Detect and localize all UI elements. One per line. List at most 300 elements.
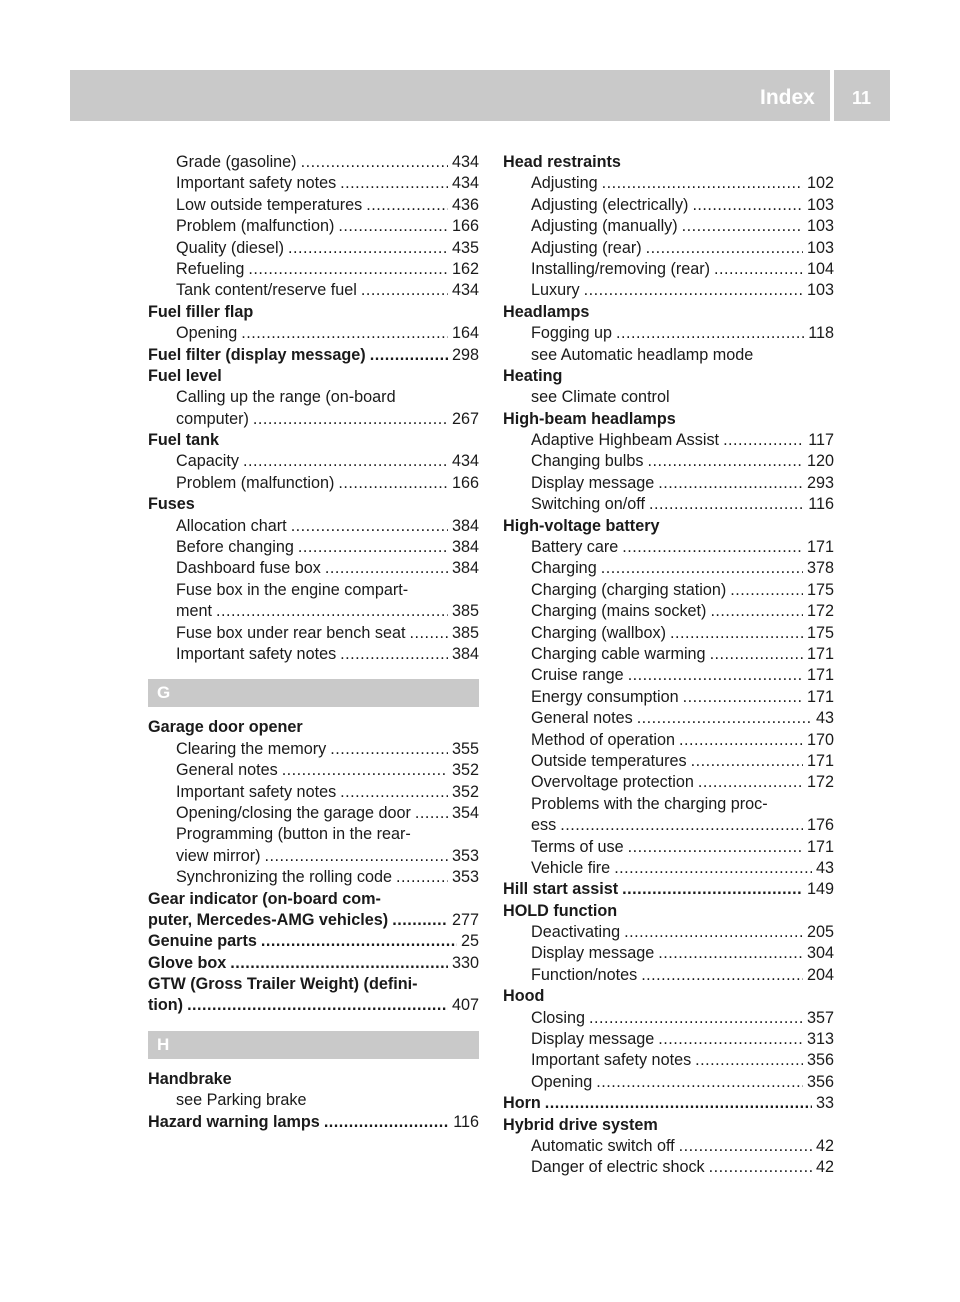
dot-leader (601, 558, 803, 579)
index-entry (148, 889, 479, 910)
entry-label: Gear indicator (on-board com- (148, 889, 381, 908)
dot-leader (340, 173, 448, 194)
entry-label: Garage door opener (148, 718, 303, 737)
entry-label: Low outside temperatures (176, 195, 363, 214)
index-subentry (503, 794, 834, 815)
entry-label: Vehicle fire (531, 858, 611, 877)
entry-label: Important safety notes (176, 174, 337, 193)
entry-label: Terms of use (531, 837, 624, 856)
index-subentry[interactable] (503, 665, 834, 686)
dot-leader (670, 623, 803, 644)
page-reference[interactable]: 356 (806, 1072, 834, 1091)
page-reference[interactable]: 352 (451, 761, 479, 780)
dot-leader (392, 910, 448, 931)
index-entry (148, 1069, 479, 1090)
page-reference[interactable]: 434 (451, 174, 479, 193)
entry-label: Fuse box in the engine compart- (176, 580, 409, 599)
page-reference[interactable]: 355 (451, 739, 479, 758)
entry-label: Important safety notes (531, 1051, 692, 1070)
index-subentry (148, 580, 479, 601)
dot-leader (679, 730, 803, 751)
index-subentry[interactable] (148, 739, 479, 760)
entry-label: Adaptive Highbeam Assist (531, 431, 720, 450)
entry-label: General notes (176, 761, 278, 780)
entry-label: Battery care (531, 538, 619, 557)
entry-label: Hood (503, 987, 545, 1006)
entry-label: Luxury (531, 281, 580, 300)
section-title: Index (760, 86, 815, 109)
entry-label: Charging (531, 559, 597, 578)
page-reference[interactable]: 116 (453, 1112, 479, 1131)
entry-label: Opening (531, 1072, 593, 1091)
entry-label: Programming (button in the rear- (176, 825, 411, 844)
dot-leader (187, 995, 448, 1016)
section-letter-g: G (148, 679, 479, 707)
dot-leader (649, 494, 804, 515)
index-subentry[interactable] (148, 803, 479, 824)
page-reference[interactable]: 385 (451, 623, 479, 642)
dot-leader (241, 323, 448, 344)
dot-leader (584, 280, 803, 301)
dot-leader (596, 1072, 803, 1093)
index-entry (148, 366, 479, 387)
index-entry (148, 430, 479, 451)
index-subentry[interactable] (148, 259, 479, 280)
page-number: 11 (852, 88, 872, 108)
index-entry (503, 152, 834, 173)
index-subentry[interactable] (503, 772, 834, 793)
dot-leader (409, 623, 448, 644)
entry-label: Charging (charging station) (531, 580, 727, 599)
index-subentry[interactable] (148, 195, 479, 216)
index-subentry[interactable] (148, 323, 479, 344)
page-reference[interactable]: 171 (806, 644, 834, 663)
header-divider (830, 70, 834, 121)
dot-leader (646, 238, 803, 259)
index-subentry[interactable] (503, 858, 834, 879)
page-reference[interactable]: 104 (806, 259, 834, 278)
page-reference[interactable]: 171 (806, 837, 834, 856)
entry-label: Fuse box under rear bench seat (176, 623, 406, 642)
entry-label: Handbrake (148, 1069, 232, 1088)
page-reference[interactable]: 116 (808, 495, 834, 514)
dot-leader (338, 473, 448, 494)
page-reference[interactable]: 434 (451, 281, 479, 300)
index-subentry[interactable] (503, 1029, 834, 1050)
page-reference[interactable]: 356 (806, 1051, 834, 1070)
index-entry[interactable] (148, 931, 479, 952)
entry-label: Cruise range (531, 666, 624, 685)
index-subentry[interactable] (148, 558, 479, 579)
index-subentry[interactable] (148, 623, 479, 644)
dot-leader (679, 1136, 812, 1157)
page-reference[interactable]: 171 (806, 538, 834, 557)
page-reference[interactable]: 354 (451, 803, 479, 822)
entry-label: Clearing the memory (176, 739, 327, 758)
dot-leader (622, 879, 803, 900)
page-reference[interactable]: 384 (451, 559, 479, 578)
index-subentry (148, 1090, 479, 1111)
dot-leader (298, 537, 448, 558)
page-reference[interactable]: 33 (815, 1094, 834, 1113)
entry-label: Fuel level (148, 366, 222, 385)
index-entry[interactable] (503, 879, 834, 900)
index-subentry[interactable] (148, 173, 479, 194)
page-reference[interactable]: 352 (451, 782, 479, 801)
index-entry[interactable] (148, 953, 479, 974)
index-subentry[interactable] (148, 516, 479, 537)
index-subentry[interactable] (503, 323, 834, 344)
page-reference[interactable]: 434 (451, 452, 479, 471)
dot-leader (261, 931, 457, 952)
index-entry (148, 302, 479, 323)
entry-label: Allocation chart (176, 516, 287, 535)
dot-leader (658, 1029, 803, 1050)
page-reference[interactable]: 43 (815, 709, 834, 728)
entry-label: tion) (148, 996, 184, 1015)
page-reference[interactable]: 434 (451, 153, 479, 171)
page-reference[interactable]: 205 (806, 923, 834, 942)
entry-label: Fuses (148, 495, 195, 514)
entry-label: GTW (Gross Trailer Weight) (defini- (148, 975, 418, 994)
entry-label: Fogging up (531, 324, 613, 343)
index-subentry[interactable] (503, 1008, 834, 1029)
dot-leader (637, 708, 812, 729)
page-reference[interactable]: 298 (451, 345, 479, 364)
page-reference[interactable]: 172 (806, 602, 834, 621)
page-reference[interactable]: 204 (806, 965, 834, 984)
page-reference[interactable]: 162 (451, 259, 479, 278)
dot-leader (616, 323, 804, 344)
entry-label: Fuel filter (display message) (148, 345, 366, 364)
entry-label: Display message (531, 1030, 655, 1049)
index-subentry[interactable] (148, 644, 479, 665)
page-reference[interactable]: 277 (451, 910, 479, 929)
entry-label: Hill start assist (503, 880, 619, 899)
entry-label: Quality (diesel) (176, 238, 284, 257)
index-subentry[interactable] (148, 782, 479, 803)
dot-leader (248, 259, 448, 280)
entry-label: Headlamps (503, 302, 590, 321)
entry-label: Charging (wallbox) (531, 623, 666, 642)
entry-label: Synchronizing the rolling code (176, 868, 392, 887)
index-subentry[interactable] (503, 623, 834, 644)
index-entry (503, 1115, 834, 1136)
dot-leader (340, 644, 448, 665)
index-entry (503, 302, 834, 323)
entry-label: Important safety notes (176, 644, 337, 663)
dot-leader (723, 430, 804, 451)
dot-leader (695, 1050, 803, 1071)
dot-leader (628, 837, 803, 858)
dot-leader (230, 953, 448, 974)
index-entry (148, 494, 479, 515)
page-reference[interactable]: 384 (451, 516, 479, 535)
page-reference[interactable]: 267 (451, 409, 479, 428)
page-reference[interactable]: 42 (815, 1158, 834, 1177)
entry-label: Adjusting (531, 174, 598, 193)
entry-label: High-beam headlamps (503, 409, 676, 428)
entry-label: Tank content/reserve fuel (176, 281, 357, 300)
dot-leader (683, 687, 803, 708)
page-reference[interactable]: 304 (806, 944, 834, 963)
entry-label: Display message (531, 473, 655, 492)
index-subentry[interactable] (503, 430, 834, 451)
index-subentry[interactable] (503, 173, 834, 194)
entry-label: General notes (531, 709, 633, 728)
index-subentry[interactable] (148, 601, 479, 622)
entry-label: computer) (176, 409, 249, 428)
entry-label: Switching on/off (531, 495, 645, 514)
index-subentry[interactable] (503, 965, 834, 986)
dot-leader (692, 195, 803, 216)
page-reference[interactable]: 164 (451, 324, 479, 343)
dot-leader (243, 451, 448, 472)
dot-leader (602, 173, 803, 194)
dot-leader (589, 1008, 803, 1029)
index-entry (148, 717, 479, 738)
dot-leader (340, 782, 448, 803)
index-subentry[interactable] (503, 601, 834, 622)
page-reference[interactable]: 166 (451, 217, 479, 236)
entry-label: Problem (malfunction) (176, 217, 335, 236)
dot-leader (325, 558, 448, 579)
index-entry[interactable] (148, 910, 479, 931)
index-subentry[interactable] (148, 216, 479, 237)
dot-leader (396, 867, 448, 888)
index-subentry[interactable] (148, 451, 479, 472)
index-subentry[interactable] (503, 259, 834, 280)
page-reference[interactable]: 25 (460, 932, 479, 951)
index-subentry[interactable] (148, 846, 479, 867)
section-letter-h: H (148, 1031, 479, 1059)
page-reference[interactable]: 149 (806, 880, 834, 899)
entry-label: Charging (mains socket) (531, 602, 707, 621)
entry-label: Head restraints (503, 153, 621, 171)
index-entry (503, 516, 834, 537)
entry-label: ment (176, 602, 212, 621)
index-subentry[interactable] (503, 751, 834, 772)
index-subentry[interactable] (148, 238, 479, 259)
page-reference[interactable]: 120 (806, 452, 834, 471)
page-reference[interactable]: 43 (815, 858, 834, 877)
index-subentry[interactable] (503, 537, 834, 558)
entry-label: High-voltage battery (503, 516, 660, 535)
index-subentry[interactable] (503, 1157, 834, 1178)
page-reference[interactable]: 435 (451, 238, 479, 257)
index-subentry[interactable] (503, 451, 834, 472)
index-subentry[interactable] (503, 494, 834, 515)
dot-leader (658, 473, 803, 494)
index-subentry[interactable] (503, 1072, 834, 1093)
index-column-left (148, 152, 479, 1133)
entry-label: see Automatic headlamp mode (531, 345, 754, 364)
index-subentry (503, 345, 834, 366)
page-reference[interactable]: 102 (806, 174, 834, 193)
dot-leader (682, 216, 803, 237)
index-entry[interactable] (148, 1112, 479, 1133)
index-subentry[interactable] (503, 1050, 834, 1071)
index-subentry[interactable] (503, 644, 834, 665)
index-subentry[interactable] (148, 409, 479, 430)
page-reference[interactable]: 313 (806, 1030, 834, 1049)
page-reference[interactable]: 175 (806, 623, 834, 642)
index-subentry[interactable] (148, 280, 479, 301)
index-subentry[interactable] (148, 473, 479, 494)
index-subentry[interactable] (148, 537, 479, 558)
entry-label: Fuel filler flap (148, 302, 254, 321)
dot-leader (291, 516, 448, 537)
entry-label: Danger of electric shock (531, 1158, 705, 1177)
index-entry[interactable] (503, 1093, 834, 1114)
page-reference[interactable]: 172 (806, 773, 834, 792)
dot-leader (648, 451, 803, 472)
dot-leader (366, 195, 448, 216)
index-subentry (148, 824, 479, 845)
index-subentry[interactable] (503, 708, 834, 729)
page-reference[interactable]: 171 (806, 751, 834, 770)
page-reference[interactable]: 103 (806, 217, 834, 236)
entry-label: Calling up the range (on-board (176, 388, 396, 407)
entry-label: Capacity (176, 452, 239, 471)
dot-leader (710, 601, 803, 622)
entry-label: Installing/removing (rear) (531, 259, 711, 278)
dot-leader (710, 644, 803, 665)
index-column-right (503, 152, 834, 1179)
dot-leader (265, 846, 448, 867)
index-subentry (148, 387, 479, 408)
page-reference[interactable]: 407 (451, 996, 479, 1015)
index-subentry[interactable] (148, 760, 479, 781)
page-reference[interactable]: 378 (806, 559, 834, 578)
page-reference[interactable]: 384 (451, 644, 479, 663)
dot-leader (324, 1112, 449, 1133)
dot-leader (624, 922, 803, 943)
dot-leader (361, 280, 448, 301)
entry-label: Glove box (148, 953, 227, 972)
dot-leader (658, 943, 803, 964)
entry-label: see Climate control (531, 388, 670, 407)
index-entry (503, 366, 834, 387)
page-reference[interactable]: 176 (806, 816, 834, 835)
dot-leader (370, 345, 448, 366)
page-reference[interactable]: 117 (808, 431, 834, 450)
entry-label: Grade (gasoline) (176, 153, 297, 171)
entry-label: Heating (503, 366, 563, 385)
entry-label: Adjusting (electrically) (531, 195, 689, 214)
entry-label: Method of operation (531, 730, 675, 749)
index-subentry[interactable] (503, 216, 834, 237)
index-entry[interactable] (148, 345, 479, 366)
entry-label: Problems with the charging proc- (531, 794, 768, 813)
page-reference[interactable]: 293 (806, 473, 834, 492)
page-reference[interactable]: 171 (806, 666, 834, 685)
index-subentry[interactable] (503, 837, 834, 858)
index-entry (503, 986, 834, 1007)
page-reference[interactable]: 42 (815, 1136, 834, 1155)
index-subentry[interactable] (503, 580, 834, 601)
page-reference[interactable]: 357 (806, 1008, 834, 1027)
entry-label: Problem (malfunction) (176, 473, 335, 492)
index-entry (148, 974, 479, 995)
dot-leader (714, 259, 803, 280)
page-reference[interactable]: 353 (451, 868, 479, 887)
index-subentry[interactable] (503, 922, 834, 943)
page-reference[interactable]: 166 (451, 473, 479, 492)
entry-label: Deactivating (531, 923, 621, 942)
index-subentry[interactable] (503, 473, 834, 494)
entry-label: Overvoltage protection (531, 773, 694, 792)
page-reference[interactable]: 330 (451, 953, 479, 972)
index-subentry[interactable] (148, 152, 479, 173)
entry-label: Display message (531, 944, 655, 963)
dot-leader (216, 601, 448, 622)
entry-label: Horn (503, 1094, 541, 1113)
dot-leader (415, 803, 448, 824)
index-entry (503, 901, 834, 922)
page-reference[interactable]: 436 (451, 195, 479, 214)
entry-label: ess (531, 816, 557, 835)
dot-leader (622, 537, 803, 558)
entry-label: Opening (176, 324, 238, 343)
page-reference[interactable]: 170 (806, 730, 834, 749)
dot-leader (709, 1157, 812, 1178)
entry-label: Genuine parts (148, 932, 257, 951)
index-subentry[interactable] (503, 1136, 834, 1157)
dot-leader (628, 665, 803, 686)
page-reference[interactable]: 171 (806, 687, 834, 706)
page-reference[interactable]: 103 (806, 281, 834, 300)
dot-leader (698, 772, 803, 793)
entry-label: puter, Mercedes-AMG vehicles) (148, 910, 389, 929)
entry-label: Energy consumption (531, 687, 679, 706)
index-subentry (503, 387, 834, 408)
page-reference[interactable]: 384 (451, 538, 479, 557)
dot-leader (288, 238, 448, 259)
index-subentry[interactable] (503, 280, 834, 301)
index-entry[interactable] (148, 995, 479, 1016)
entry-label: Refueling (176, 259, 245, 278)
page-reference[interactable]: 103 (806, 238, 834, 257)
dot-leader (560, 815, 803, 836)
index-entry (503, 409, 834, 430)
entry-label: Function/notes (531, 965, 638, 984)
entry-label: Opening/closing the garage door (176, 803, 411, 822)
entry-label: HOLD function (503, 901, 618, 920)
entry-label: Dashboard fuse box (176, 559, 321, 578)
page-reference[interactable]: 118 (808, 324, 834, 343)
page-reference[interactable]: 103 (806, 195, 834, 214)
index-subentry[interactable] (503, 558, 834, 579)
index-subentry[interactable] (503, 730, 834, 751)
index-subentry[interactable] (503, 815, 834, 836)
dot-leader (253, 409, 448, 430)
dot-leader (282, 760, 448, 781)
index-subentry[interactable] (148, 867, 479, 888)
entry-label: Closing (531, 1008, 585, 1027)
entry-label: Fuel tank (148, 431, 220, 450)
entry-label: Changing bulbs (531, 452, 644, 471)
page-reference[interactable]: 175 (806, 580, 834, 599)
page-reference[interactable]: 385 (451, 602, 479, 621)
page-reference[interactable]: 353 (451, 846, 479, 865)
index-subentry[interactable] (503, 238, 834, 259)
dot-leader (641, 965, 803, 986)
entry-label: view mirror) (176, 846, 261, 865)
index-subentry[interactable] (503, 687, 834, 708)
index-subentry[interactable] (503, 195, 834, 216)
index-subentry[interactable] (503, 943, 834, 964)
